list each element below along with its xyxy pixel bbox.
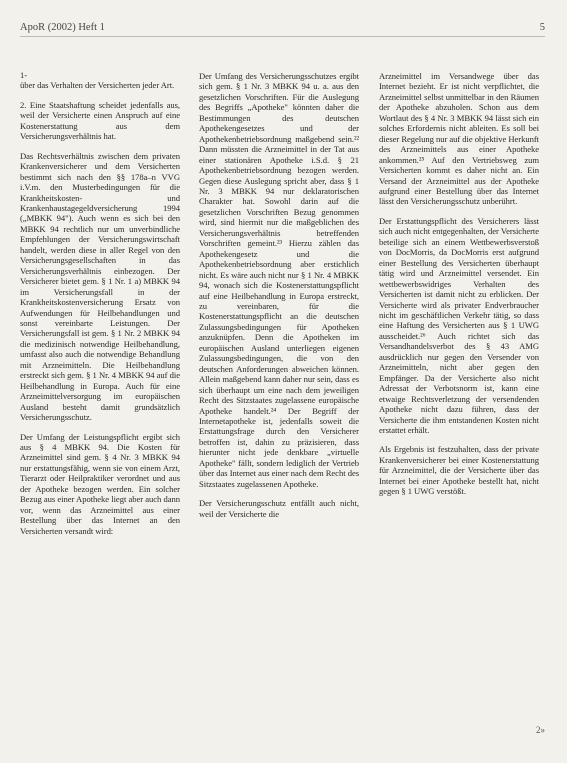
paragraph: Das Rechtsverhältnis zwischen dem privaten Krankenversicherer und dem Versicherten bestimmt sich nach den §§ 178a–n VVG i.V.m. den Musterbedingungen für die Krankheitskosten- und Krankenhaustagegeldversicherung 1994 („MBKK 94"). Auch wenn es sich bei den MBKK 94 rechtlich nur um unverbindliche Empfehlungen der Versicherungswirtschaft handelt, werden diese in aller Regel von den Versicherungsgesellschaften in das Versicherungsverhältnis einbezogen. Der Versicherer bietet gem. § 1 Nr. 1 a) MBKK 94 im Versicherungsfall in der Krankheitskostenversicherung Ersatz von Aufwendungen für Heilbehandlungen und sonst vereinbarte Leistungen. Der Versicherungsfall ist gem. § 1 Nr. 2 MBKK 94 die medizinisch notwendige Heilbehandlung, umfasst also auch die notwendige Behandlung mit Arzneimitteln. Die Heilbehandlung erstreckt sich gem. § 1 Nr. 4 MBKK 94 auf die Heilbehandlung in Europa. Auch für eine Arzneimittelversorgung im europäischen Ausland besteht damit grundsätzlich Versicherungsschutz. [20,150,180,423]
paragraph: Der Umfang des Versicherungsschutzes ergibt sich gem. § 1 Nr. 3 MBKK 94 u. a. aus den gesetzlichen Vorschriften. Für die Auslegung des Begriffs „Apotheke" könnten daher die Bestimmungen des deutschen Apothekengesetzes und der Apothekenbetriebsordnung maßgebend sein.²² Dann müssten die Arzneimittel in der Tat aus einer stationären Apotheke i.S.d. § 21 Apothekenbetriebsordnung bezogen werden. Gegen diese Auslegung spricht aber, dass § 1 Nr. 3 MBKK 94 nur deklaratorischen Charakter hat. Sowohl darin auf die gesetzlichen Vorschriften Bezug genommen wird, sind hiermit nur die maßgeblichen des Versicherungsverhältnis betreffenden Vorschriften gemeint.²³ Hierzu zählen das Apothekengesetz und die Apothekenbetriebsordnung aber erstichlich nicht. Es wäre auch nicht nur § 1 Nr. 4 MBKK 94, wonach sich die Kostenerstattungspflicht auf eine Heilbehandlung in Europa erstreckt, zu vereinbaren, für die Kostenerstattungspflicht an die deutschen Zulassungsbedingungen für Apotheken anzuknüpfen. Denn die Apotheken im europäischen Ausland unterliegen eigenen Zulassungsbedingungen, die von den deutschen Anforderungen abweichen können. Allein maßgebend kann daher nur sein, dass es sich überhaupt um eine nach dem jeweiligen Recht des Sitzstaates zugelassene europäische Apotheke handelt.²⁴ Der Begriff der Internetapotheke ist, jedenfalls soweit die Erstattungsfrage durch den Versicherer betroffen ist, dahin zu präzisieren, dass hierunter nicht jede denkbare „virtuelle Apotheke" fällt, sondern lediglich der Vertrieb über das Internet aus einer nach dem Recht des Sitzstaates zugelassenen Apotheke. [199,71,359,489]
text-column-middle [199,71,359,528]
paragraph: Der Umfang der Leistungspflicht ergibt sich aus § 4 MBKK 94. Die Kosten für Arzneimittel sind gem. § 4 Nr. 3 MBKK 94 nur erstattungsfähig, wenn sie von einem Arzt, Tierarzt oder Heilpraktiker verordnet und aus der Apotheke bezogen werden. Ein solcher Bezug aus einer Apotheke liegt aber auch dann vor, wenn das Arzneimittel aus einer Bestellung über das Internet an den Versicherten versandt wird: [20,431,180,536]
running-header [20,22,545,37]
paragraph: Als Ergebnis ist festzuhalten, dass der private Krankenversicherer bei einer Kostenerstattung für Arzneimittel, die der Versicherte über das Internet bei einer Apotheke bestellt hat, nicht gegen § 1 UWG verstößt. [379,444,539,497]
paragraph: Der Versicherungsschutz entfällt auch nicht, weil der Versicherte die [199,498,359,519]
page-number: 5 [539,22,545,33]
text-column-left [20,70,180,545]
paragraph: 2. Eine Staatshaftung scheidet jedenfalls aus, weil der Versicherte einen Anspruch auf eine Kostenerstattung aus dem Versicherungsverhältnis hat. [20,99,180,142]
text-column-right [379,71,539,506]
paragraph: 1- über das Verhalten der Versicherten jeder Art. [20,70,175,91]
paragraph: Arzneimittel im Versandwege über das Internet bezieht. Er ist nicht verpflichtet, die Arzneimittel selbst unmittelbar in den Räumen der Apotheke abzuholen. Schon aus dem Wortlaut des § 4 Nr. 3 MBKK 94 lässt sich ein solches Erfordernis nicht ableiten. Es soll bei dieser Regelung nur auf die objektive Herkunft des Arzneimittels aus einer Apotheke ankommen.²⁵ Auf den Vertriebsweg zum Versicherten kommt es daher nicht an. Ein Versand der Arzneimittel aus der Apotheke aufgrund einer Bestellung über das Internet lässt den Versicherungsschutz unberührt. [379,71,539,207]
journal-citation: ApoR (2002) Heft 1 [20,22,105,33]
footer-mark: 2» [536,725,545,735]
paragraph: Der Erstattungspflicht des Versicherers lässt sich auch nicht entgegenhalten, der Versicherte beteilige sich an einem Wettbewerbsverstoß von DocMorris, da DocMorris erst aufgrund einer Bestellung des Versicherten überhaupt tätig wird und Arzneimittel versendet. Ein wettbewerbswidriges Verhalten des Versicherten ist damit nicht zu erblicken. Der Versicherte wird als privater Endverbraucher nicht im geschäftlichen Verkehr tätig, so dass eine Haftung des Versicherten aus § 1 UWG ausscheidet.²⁶ Auch richtet sich das Versandhandelsverbot des § 43 AMG ausdrücklich nur gegen den Versender von Arzneimitteln, nicht aber gegen den Empfänger. Da der Versicherte also nicht Adressat der Verbotsnorm ist, kann eine etwaige Rechtsverletzung der versendenden Apotheke nicht dazu führen, dass der Versicherte die ihm entstandenen Kosten nicht erstattet erhält. [379,215,539,435]
